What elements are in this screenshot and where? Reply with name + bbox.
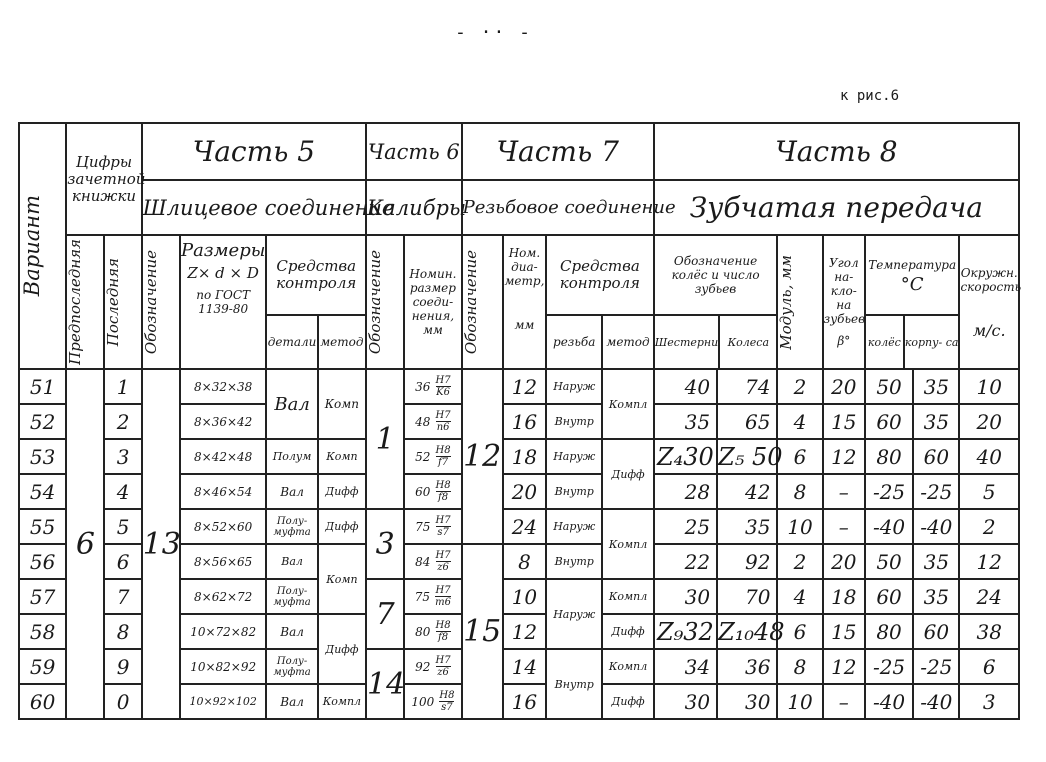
temp-wheel-cell: 50: [865, 544, 913, 579]
angle-cell: 18: [823, 579, 865, 614]
size-cell: 8×32×38: [180, 369, 267, 404]
temp-housing-cell: 35: [913, 404, 959, 439]
method-cell: Дифф: [318, 474, 366, 509]
fit-cell: 36 $\frac{H7}{K6}$: [404, 369, 461, 404]
gear-wheel-merged-cell: Z₅ 50: [717, 439, 777, 474]
temp-wheel-cell: 80: [865, 614, 913, 649]
gear-pinion-merged-cell: Z₉32: [654, 614, 717, 649]
dia-cell: 10: [503, 579, 546, 614]
dia-cell: 8: [503, 544, 546, 579]
temp-housing-cell: 60: [913, 439, 959, 474]
dia-cell: 20: [503, 474, 546, 509]
gauges-header: Калибры: [366, 180, 462, 235]
tmethod-cell: Дифф: [602, 439, 653, 509]
thread-cell: Внутр: [546, 474, 602, 509]
variant-cell: 51: [19, 369, 66, 404]
wheel-cell: 65: [717, 404, 777, 439]
module-cell: 6: [777, 614, 822, 649]
detail-cell: Полум: [266, 439, 317, 474]
temp-housing-cell: 35: [913, 579, 959, 614]
detail-cell: Полу- муфта: [266, 509, 317, 544]
fit-cell: 75 $\frac{H7}{s7}$: [404, 509, 461, 544]
temp-housing-cell: 35: [913, 544, 959, 579]
detail-cell: Вал: [266, 684, 317, 719]
module-cell: 4: [777, 404, 822, 439]
variant-cell: 58: [19, 614, 66, 649]
gauge-designation-cell: 14: [366, 649, 404, 719]
angle-cell: 12: [823, 439, 865, 474]
dia-cell: 12: [503, 369, 546, 404]
variant-cell: 60: [19, 684, 66, 719]
speed-cell: 40: [959, 439, 1019, 474]
last-cell: 3: [104, 439, 141, 474]
fit-cell: 92 $\frac{H7}{z6}$: [404, 649, 461, 684]
thread-designation-cell: 15: [462, 544, 503, 719]
designation5-header: Обозначение: [142, 235, 180, 369]
thread-cell: Внутр: [546, 649, 602, 719]
pinion-cell: 28: [654, 474, 717, 509]
gear-header: Зубчатая передача: [654, 180, 1019, 235]
angle-cell: –: [823, 684, 865, 719]
figure-reference: к рис.6: [840, 88, 900, 104]
sizes-header: Размеры Z× d × D по ГОСТ 1139-80: [180, 235, 267, 369]
method-cell: Комп: [318, 439, 366, 474]
temp-wheel-cell: -25: [865, 649, 913, 684]
thread-cell: Наруж: [546, 369, 602, 404]
designation5-cell: 13: [142, 369, 180, 719]
gear-pinion-merged-cell: Z₄30: [654, 439, 717, 474]
last-cell: 6: [104, 544, 141, 579]
pinion-cell: 30: [654, 579, 717, 614]
fit-cell: 52 $\frac{H8}{f7}$: [404, 439, 461, 474]
part5-header: Часть 5: [142, 123, 366, 180]
fit-cell: 100 $\frac{H8}{s7}$: [404, 684, 461, 719]
tmethod-cell: Компл: [602, 649, 653, 684]
temperature-header: Температура °C колёс корпу- са: [865, 235, 960, 369]
fit-cell: 48 $\frac{H7}{n6}$: [404, 404, 461, 439]
thread-header: Резьбовое соединение: [462, 180, 654, 235]
speed-cell: 6: [959, 649, 1019, 684]
detail-cell: Полу- муфта: [266, 579, 317, 614]
thread-cell: Внутр: [546, 404, 602, 439]
variant-cell: 55: [19, 509, 66, 544]
gear-wheel-merged-cell: Z₁₀48: [717, 614, 777, 649]
variant-cell: 59: [19, 649, 66, 684]
penultimate-header: Предпоследняя: [66, 235, 104, 369]
speed-cell: 12: [959, 544, 1019, 579]
last-cell: 2: [104, 404, 141, 439]
wheel-cell: 42: [717, 474, 777, 509]
speed-cell: 5: [959, 474, 1019, 509]
detail-cell: Полу- муфта: [266, 649, 317, 684]
module-cell: 8: [777, 474, 822, 509]
temp-wheel-cell: 50: [865, 369, 913, 404]
module-cell: 6: [777, 439, 822, 474]
temp-wheel-cell: 60: [865, 579, 913, 614]
thread-cell: Наруж: [546, 579, 602, 649]
detail-cell: Вал: [266, 369, 317, 439]
part8-header: Часть 8: [654, 123, 1019, 180]
fit-cell: 60 $\frac{H8}{f8}$: [404, 474, 461, 509]
designation6-header: Обозначение: [366, 235, 404, 369]
tmethod-cell: Компл: [602, 369, 653, 439]
method-cell: Компл: [318, 684, 366, 719]
last-cell: 1: [104, 369, 141, 404]
last-cell: 0: [104, 684, 141, 719]
pinion-cell: 35: [654, 404, 717, 439]
temp-wheel-cell: -40: [865, 684, 913, 719]
module-cell: 10: [777, 509, 822, 544]
tmethod-cell: Компл: [602, 509, 653, 579]
thread-cell: Внутр: [546, 544, 602, 579]
angle-cell: –: [823, 509, 865, 544]
angle-cell: –: [823, 474, 865, 509]
size-cell: 8×62×72: [180, 579, 267, 614]
nominal-header: Номин. размер соеди- нения, мм: [404, 235, 461, 369]
dia-cell: 24: [503, 509, 546, 544]
detail-cell: Вал: [266, 544, 317, 579]
speed-cell: 24: [959, 579, 1019, 614]
temp-wheel-cell: -25: [865, 474, 913, 509]
method-cell: Комп: [318, 369, 366, 439]
table-row: [19, 369, 1019, 404]
dia-cell: 12: [503, 614, 546, 649]
variant-cell: 57: [19, 579, 66, 614]
size-cell: 8×36×42: [180, 404, 267, 439]
size-cell: 8×56×65: [180, 544, 267, 579]
pinion-cell: 34: [654, 649, 717, 684]
fit-cell: 80 $\frac{H8}{f8}$: [404, 614, 461, 649]
variant-header: Вариант: [19, 123, 66, 369]
wheel-cell: 74: [717, 369, 777, 404]
speed-cell: 38: [959, 614, 1019, 649]
size-cell: 8×46×54: [180, 474, 267, 509]
dia-cell: 16: [503, 684, 546, 719]
module-header: Модуль, мм: [777, 235, 822, 369]
wheel-cell: 70: [717, 579, 777, 614]
designation7-header: Обозначение: [462, 235, 503, 369]
tmethod-cell: Дифф: [602, 684, 653, 719]
assignment-table: [18, 122, 1020, 720]
dia-cell: 14: [503, 649, 546, 684]
fit-cell: 75 $\frac{H7}{m6}$: [404, 579, 461, 614]
variant-cell: 52: [19, 404, 66, 439]
spline-control-header: Средства контроля детали метод: [266, 235, 366, 369]
penultimate-cell: 6: [66, 369, 104, 719]
module-cell: 2: [777, 544, 822, 579]
module-cell: 2: [777, 369, 822, 404]
wheel-cell: 92: [717, 544, 777, 579]
variant-cell: 56: [19, 544, 66, 579]
speed-cell: 10: [959, 369, 1019, 404]
angle-cell: 15: [823, 404, 865, 439]
variant-cell: 54: [19, 474, 66, 509]
gear-designation-header: Обозначение колёс и число зубьев Шестерни Колеса: [654, 235, 778, 369]
book-digits-header: Цифры зачетной книжки: [66, 123, 141, 235]
dia-cell: 16: [503, 404, 546, 439]
module-cell: 10: [777, 684, 822, 719]
temp-housing-cell: -25: [913, 474, 959, 509]
gauge-designation-cell: 1: [366, 369, 404, 509]
angle-cell: 15: [823, 614, 865, 649]
part7-header: Часть 7: [462, 123, 654, 180]
wheel-cell: 35: [717, 509, 777, 544]
size-cell: 10×92×102: [180, 684, 267, 719]
angle-cell: 20: [823, 544, 865, 579]
size-cell: 8×52×60: [180, 509, 267, 544]
gauge-designation-cell: 7: [366, 579, 404, 649]
gauge-designation-cell: 3: [366, 509, 404, 579]
module-cell: 4: [777, 579, 822, 614]
temp-wheel-cell: -40: [865, 509, 913, 544]
tmethod-cell: Дифф: [602, 614, 653, 649]
part6-header: Часть 6: [366, 123, 462, 180]
speed-header: Окружн. скорость м/с.: [959, 235, 1019, 369]
thread-cell: Наруж: [546, 439, 602, 474]
thread-designation-cell: 12: [462, 369, 503, 544]
module-cell: 8: [777, 649, 822, 684]
last-cell: 7: [104, 579, 141, 614]
detail-cell: Вал: [266, 474, 317, 509]
last-cell: 8: [104, 614, 141, 649]
last-cell: 5: [104, 509, 141, 544]
method-cell: Дифф: [318, 509, 366, 544]
temp-wheel-cell: 80: [865, 439, 913, 474]
angle-cell: 12: [823, 649, 865, 684]
speed-cell: 2: [959, 509, 1019, 544]
size-cell: 10×72×82: [180, 614, 267, 649]
last-cell: 9: [104, 649, 141, 684]
size-cell: 10×82×92: [180, 649, 267, 684]
variant-cell: 53: [19, 439, 66, 474]
temp-housing-cell: -40: [913, 509, 959, 544]
wheel-cell: 36: [717, 649, 777, 684]
spline-header: Шлицевое соединение: [142, 180, 366, 235]
angle-cell: 20: [823, 369, 865, 404]
wheel-cell: 30: [717, 684, 777, 719]
fit-cell: 84 $\frac{H7}{z6}$: [404, 544, 461, 579]
thread-cell: Наруж: [546, 509, 602, 544]
temp-housing-cell: -40: [913, 684, 959, 719]
detail-cell: Вал: [266, 614, 317, 649]
method-cell: Комп: [318, 544, 366, 614]
tmethod-cell: Компл: [602, 579, 653, 614]
last-header: Последняя: [104, 235, 141, 369]
method-cell: Дифф: [318, 614, 366, 684]
temp-housing-cell: 60: [913, 614, 959, 649]
nom-dia-header: Ном. диа- метр, мм: [503, 235, 546, 369]
last-cell: 4: [104, 474, 141, 509]
speed-cell: 20: [959, 404, 1019, 439]
thread-control-header: Средства контроля резьба метод: [546, 235, 654, 369]
temp-housing-cell: 35: [913, 369, 959, 404]
pinion-cell: 25: [654, 509, 717, 544]
speed-cell: 3: [959, 684, 1019, 719]
pinion-cell: 40: [654, 369, 717, 404]
pinion-cell: 22: [654, 544, 717, 579]
temp-housing-cell: -25: [913, 649, 959, 684]
dia-cell: 18: [503, 439, 546, 474]
temp-wheel-cell: 60: [865, 404, 913, 439]
pinion-cell: 30: [654, 684, 717, 719]
size-cell: 8×42×48: [180, 439, 267, 474]
page-number: - ·· -: [455, 22, 533, 43]
angle-header: Угол на- кло- на зубьев β°: [823, 235, 865, 369]
